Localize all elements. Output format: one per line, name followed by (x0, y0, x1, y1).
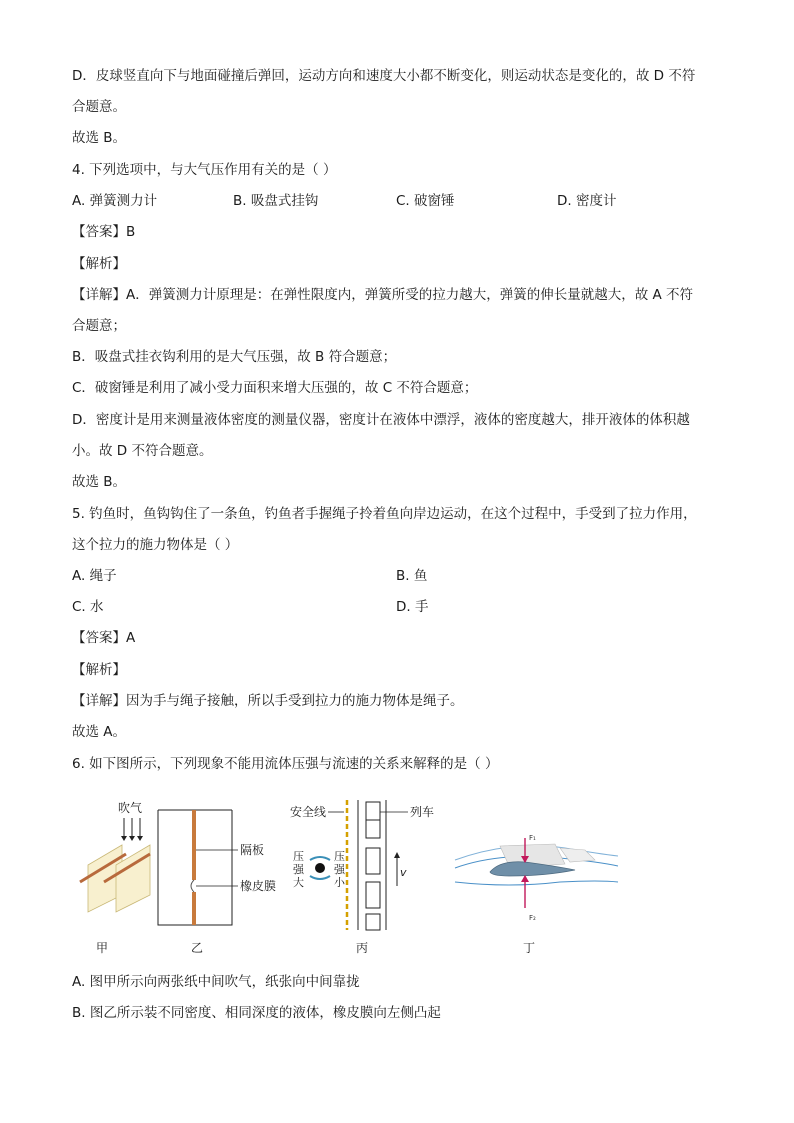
ding-caption: 丁 (523, 941, 536, 955)
bing-person-icon (315, 863, 325, 873)
q4-option-a: A. 弹簧测力计 (72, 193, 158, 209)
q5-option-c: C. 水 (72, 599, 104, 615)
q4-option-b: B. 吸盘式挂钩 (233, 193, 319, 209)
bing-safety-line-label: 安全线 (290, 805, 327, 819)
bing-train-label: 列车 (410, 805, 435, 819)
q4-detail-b: B．吸盘式挂衣钩利用的是大气压强，故 B 符合题意； (72, 349, 397, 365)
q5-detail: 【详解】因为手与绳子接触，所以手受到拉力的施力物体是绳子。 (72, 693, 464, 709)
q4-detail-a-cont: 合题意； (72, 318, 126, 334)
q6-option-b: B. 图乙所示装不同密度、相同深度的液体，橡皮膜向左侧凸起 (72, 1005, 441, 1021)
q4-answer: 【答案】B (72, 224, 136, 240)
yi-membrane-label: 橡皮膜 (240, 879, 277, 893)
yi-partition-label: 隔板 (240, 843, 265, 857)
q5-stem: 5. 钓鱼时，鱼钩钩住了一条鱼，钓鱼者手握绳子拎着鱼向岸边运动，在这个过程中，手受到了拉力作用， (72, 506, 697, 522)
yi-caption: 乙 (191, 941, 204, 955)
line-d-conclusion-cont: 合题意。 (72, 99, 126, 115)
q4-stem: 4. 下列选项中，与大气压作用有关的是（ ） (72, 162, 337, 178)
q6-figure (0, 790, 794, 970)
q4-analysis-heading: 【解析】 (72, 256, 126, 272)
q5-option-d: D. 手 (396, 599, 429, 615)
q5-select: 故选 A。 (72, 724, 127, 740)
q4-detail-c: C．破窗锤是利用了减小受力面积来增大压强的，故 C 不符合题意； (72, 380, 478, 396)
ding-f2-label: F₂ (529, 914, 536, 922)
bing-pressure-small: 压强小 (334, 850, 345, 889)
select-b-q3: 故选 B。 (72, 130, 127, 146)
q5-option-a: A. 绳子 (72, 568, 117, 584)
q5-analysis-heading: 【解析】 (72, 662, 126, 678)
figure-jia (80, 800, 150, 955)
bing-pressure-large: 压强大 (293, 850, 304, 889)
q5-answer: 【答案】A (72, 630, 136, 646)
q6-stem: 6. 如下图所示，下列现象不能用流体压强与流速的关系来解释的是（ ） (72, 756, 499, 772)
figure-ding (455, 834, 618, 955)
bing-caption: 丙 (356, 941, 369, 955)
line-d-conclusion: D．皮球竖直向下与地面碰撞后弹回，运动方向和速度大小都不断变化，则运动状态是变化的，故 D 不符 (72, 68, 696, 84)
q4-option-d: D. 密度计 (557, 193, 617, 209)
q6-option-a: A. 图甲所示向两张纸中间吹气，纸张向中间靠拢 (72, 974, 360, 990)
jia-caption: 甲 (96, 941, 109, 955)
q5-stem-cont: 这个拉力的施力物体是（ ） (72, 537, 239, 553)
q4-detail-a: 【详解】A．弹簧测力计原理是：在弹性限度内，弹簧所受的拉力越大，弹簧的伸长量就越大，故 A 不符 (72, 287, 694, 303)
figure-bing (290, 800, 434, 955)
q5-option-b: B. 鱼 (396, 568, 428, 584)
q4-option-c: C. 破窗锤 (396, 193, 455, 209)
figure-yi (158, 810, 276, 955)
jia-blow-label: 吹气 (118, 801, 143, 815)
bing-velocity-label: v (400, 866, 407, 879)
q4-select: 故选 B。 (72, 474, 127, 490)
q4-detail-d: D．密度计是用来测量液体密度的测量仪器，密度计在液体中漂浮，液体的密度越大，排开液体的体积越 (72, 412, 690, 428)
ding-f1-label: F₁ (529, 834, 536, 842)
q4-detail-d-cont: 小。故 D 不符合题意。 (72, 443, 213, 459)
